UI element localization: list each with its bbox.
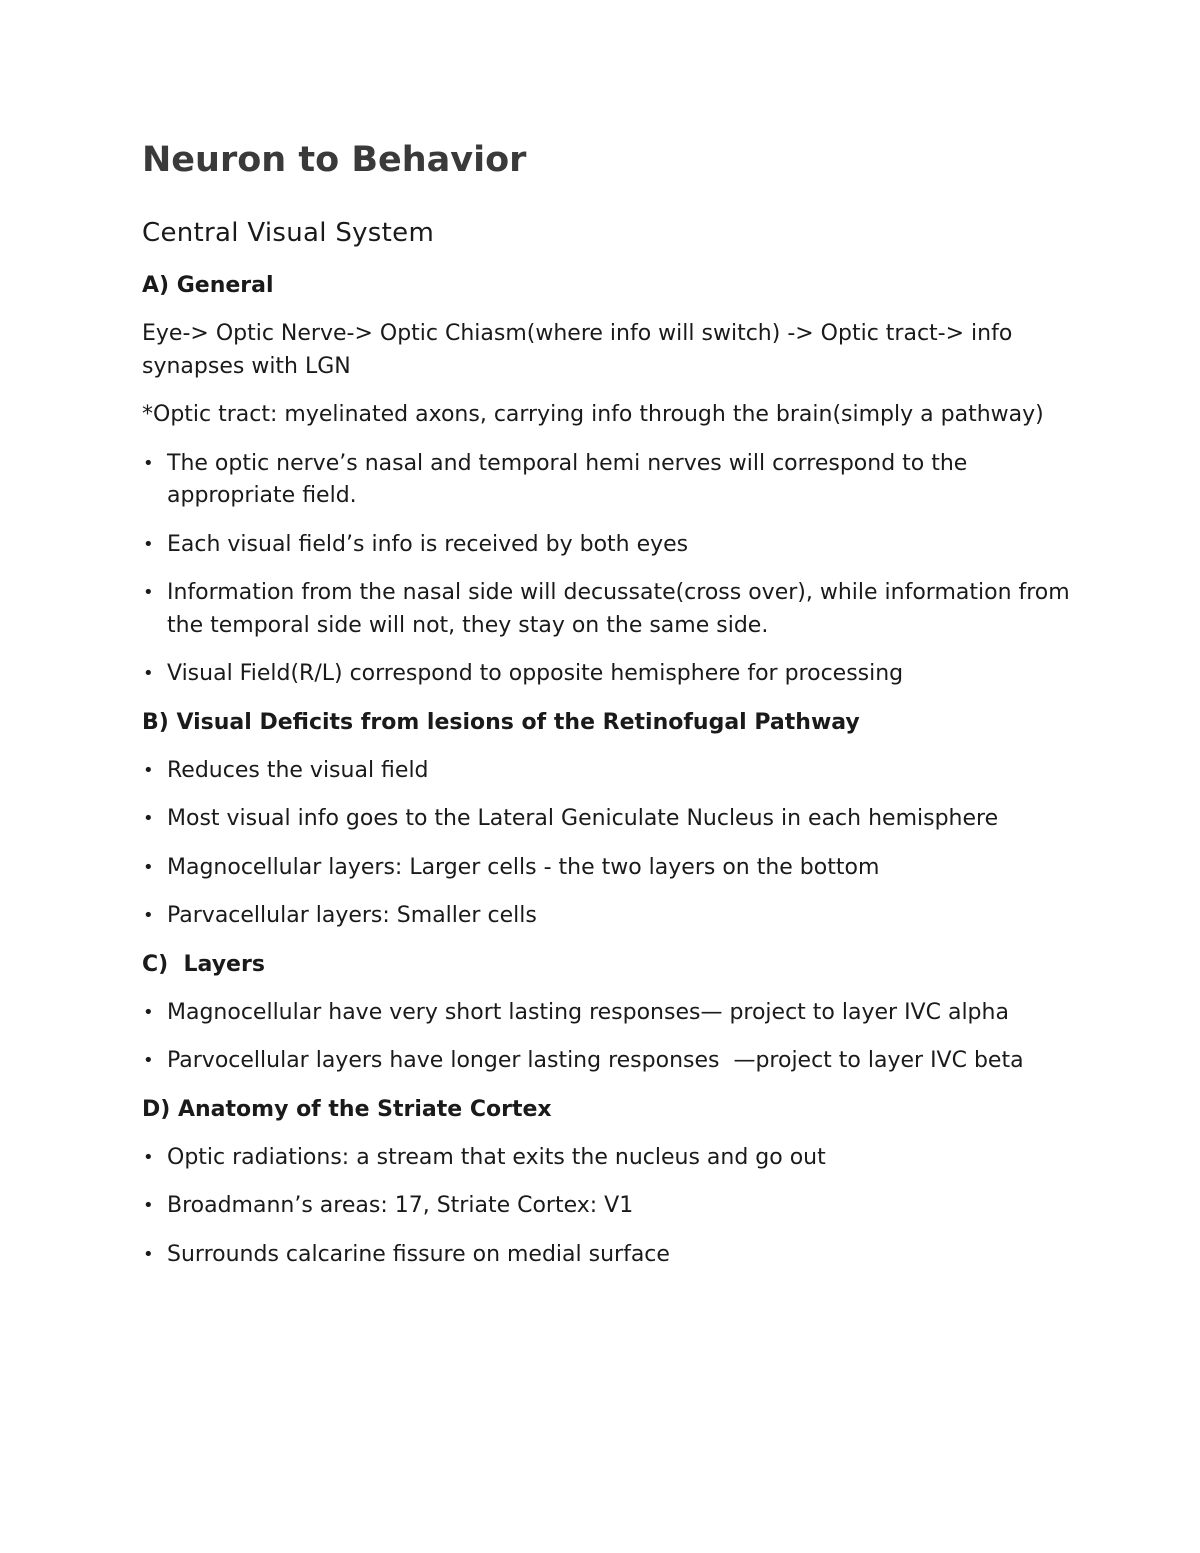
list-item bbox=[142, 1045, 1072, 1078]
list-item-text: Visual Field(R/L) correspond to opposite hemisphere for processing bbox=[167, 661, 904, 686]
bullet-icon: • bbox=[143, 808, 154, 829]
bullet-icon: • bbox=[143, 452, 154, 474]
bullet-list bbox=[142, 1142, 1072, 1272]
bullet-icon: • bbox=[143, 1243, 154, 1265]
bullet-icon: • bbox=[143, 533, 154, 555]
list-item-text: Optic radiations: a stream that exits the nucleus and go out bbox=[167, 1144, 826, 1170]
section-heading: C) Layers bbox=[142, 951, 265, 977]
bullet-icon: • bbox=[143, 1195, 154, 1216]
list-item-text: Parvacellular layers: Smaller cells bbox=[167, 903, 537, 928]
list-item bbox=[142, 852, 1072, 885]
document-body bbox=[142, 270, 1072, 1287]
bullet-list bbox=[142, 448, 1072, 691]
list-item bbox=[142, 1239, 1072, 1272]
list-item bbox=[142, 448, 1072, 513]
section-heading: B) Visual Deficits from lesions of the Retinofugal Pathway bbox=[142, 709, 860, 735]
bullet-icon: • bbox=[143, 663, 154, 684]
list-item-text: The optic nerve’s nasal and temporal hemi nerves will correspond to the appropriate field. bbox=[167, 450, 968, 508]
list-item bbox=[142, 755, 1072, 788]
section-general bbox=[142, 270, 1072, 691]
list-item bbox=[142, 803, 1072, 836]
list-item-text: Most visual info goes to the Lateral Geniculate Nucleus in each hemisphere bbox=[167, 806, 999, 831]
list-item-text: Each visual field’s info is received by both eyes bbox=[167, 531, 689, 557]
list-item bbox=[142, 658, 1072, 691]
bullet-icon: • bbox=[143, 582, 154, 603]
list-item bbox=[142, 1142, 1072, 1175]
bullet-list bbox=[142, 755, 1072, 933]
list-item-text: Reduces the visual field bbox=[167, 757, 429, 783]
section-heading: A) General bbox=[142, 273, 274, 298]
bullet-list bbox=[142, 997, 1072, 1078]
bullet-icon: • bbox=[143, 759, 154, 781]
bullet-icon: • bbox=[143, 1146, 154, 1168]
list-item-text: Magnocellular layers: Larger cells - the two layers on the bottom bbox=[167, 854, 880, 880]
section-striate-cortex bbox=[142, 1094, 1072, 1272]
paragraph: Eye-> Optic Nerve-> Optic Chiasm(where info will switch) -> Optic tract-> info synapses with LGN bbox=[142, 321, 1013, 379]
bullet-icon: • bbox=[143, 905, 154, 926]
section-visual-deficits bbox=[142, 707, 1072, 933]
document-subtitle: Central Visual System bbox=[142, 218, 435, 248]
paragraph: *Optic tract: myelinated axons, carrying info through the brain(simply a pathway) bbox=[142, 402, 1044, 427]
list-item bbox=[142, 997, 1072, 1030]
list-item bbox=[142, 577, 1072, 642]
list-item-text: Surrounds calcarine fissure on medial surface bbox=[167, 1241, 670, 1267]
list-item bbox=[142, 1190, 1072, 1223]
section-layers bbox=[142, 949, 1072, 1078]
bullet-icon: • bbox=[143, 1001, 154, 1023]
bullet-icon: • bbox=[143, 1050, 154, 1071]
document-title: Neuron to Behavior bbox=[142, 140, 527, 180]
section-heading: D) Anatomy of the Striate Cortex bbox=[142, 1096, 552, 1122]
list-item bbox=[142, 529, 1072, 562]
list-item-text: Parvocellular layers have longer lasting responses —project to layer IVC beta bbox=[167, 1048, 1024, 1073]
list-item-text: Information from the nasal side will decussate(cross over), while information from the temporal side will not, they stay on the same side. bbox=[167, 580, 1070, 638]
list-item bbox=[142, 900, 1072, 933]
list-item-text: Broadmann’s areas: 17, Striate Cortex: V1 bbox=[167, 1193, 634, 1218]
list-item-text: Magnocellular have very short lasting responses— project to layer IVC alpha bbox=[167, 999, 1009, 1025]
bullet-icon: • bbox=[143, 856, 154, 878]
